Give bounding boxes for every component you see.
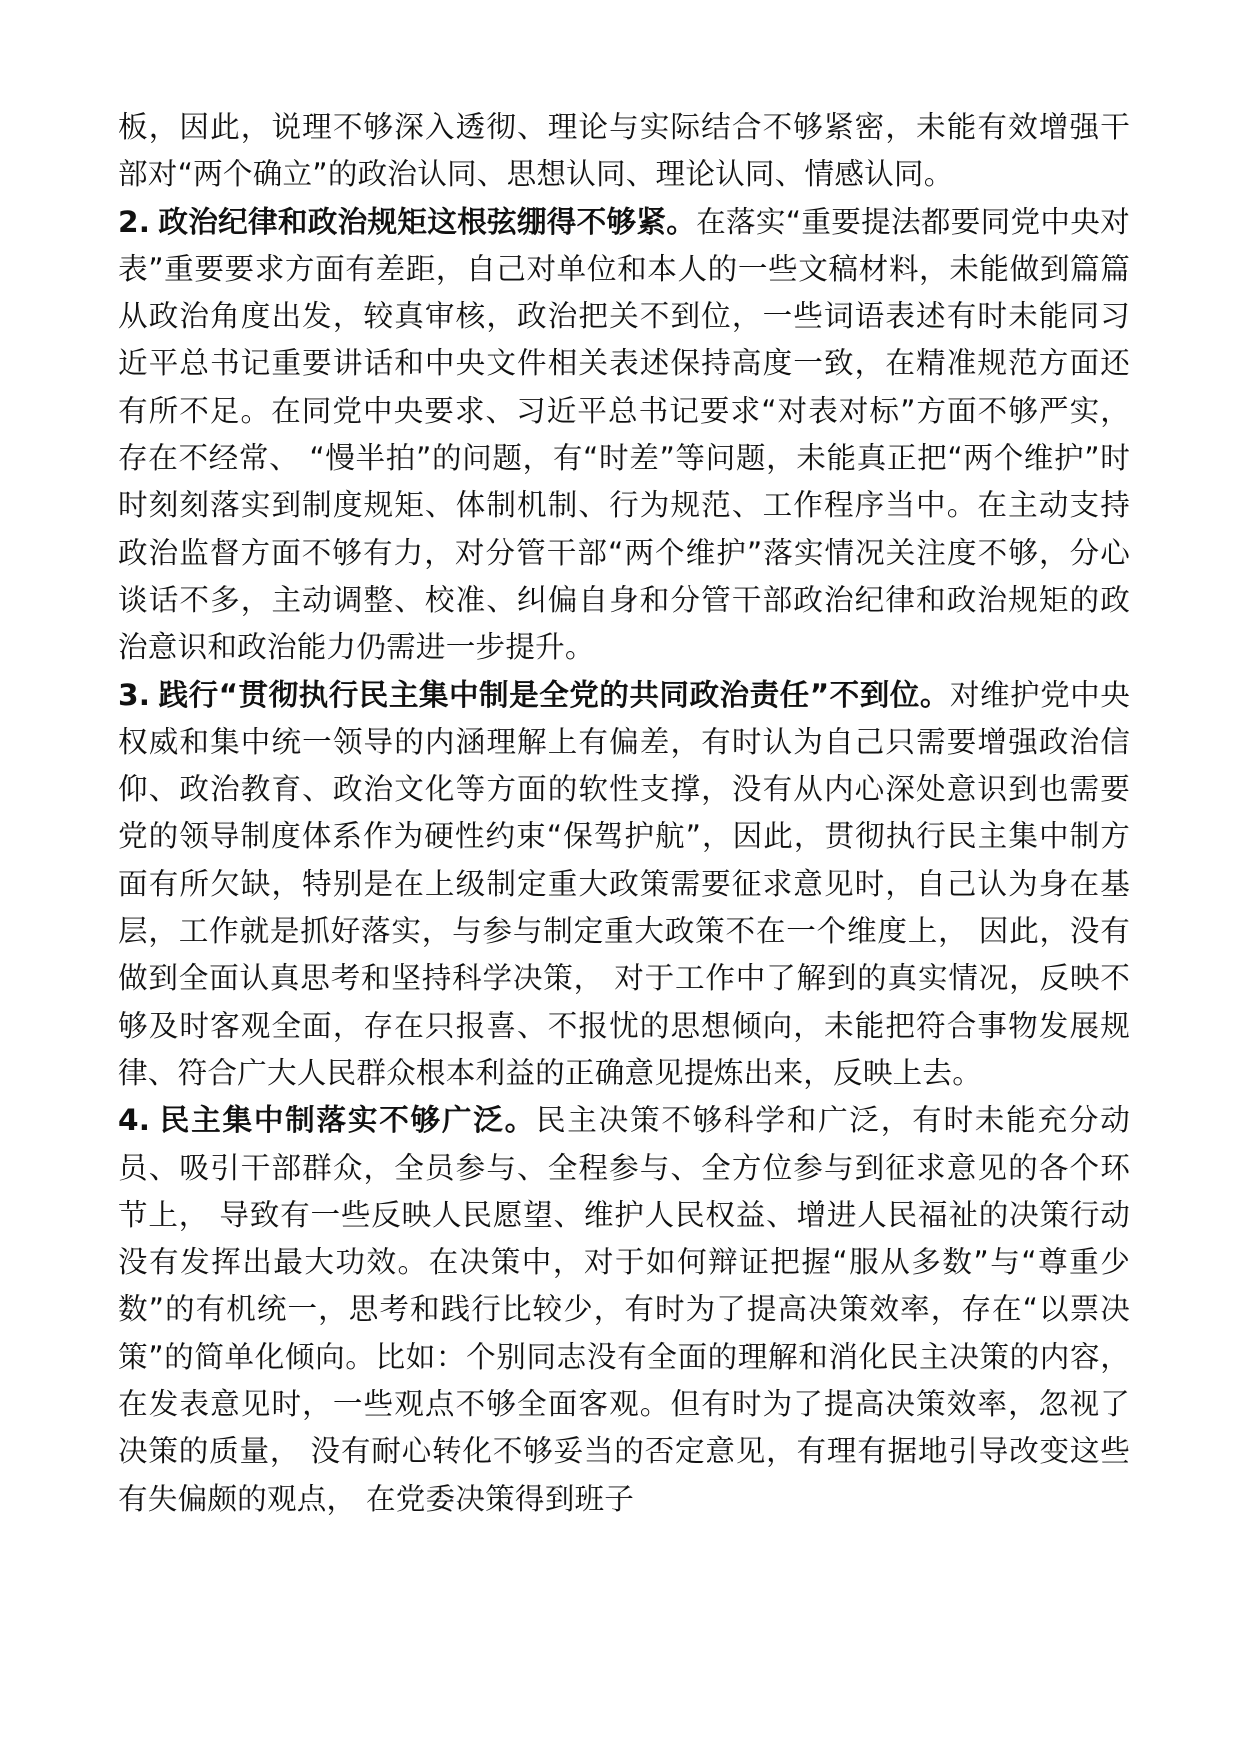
paragraph-2-number: 2. (118, 204, 151, 239)
paragraph-1-body: 板，因此，说理不够深入透彻、理论与实际结合不够紧密，未能有效增强干部对“两个确立”的政治认同、思想认同、理论认同、情感认同。 (118, 110, 1130, 192)
paragraph-2-heading: 政治纪律和政治规矩这根弦绷得不够紧。 (158, 204, 697, 239)
paragraph-4-number: 4. (118, 1103, 151, 1138)
paragraph-2 (118, 199, 1130, 672)
paragraph-2-body: 在落实“重要提法都要同党中央对表”重要要求方面有差距，自己对单位和本人的一些文稿材料，未能做到篇篇从政治角度出发，较真审核，政治把关不到位，一些词语表述有时未能同习近平总书记重要讲话和中央文件相关表述保持高度一致，在精准规范方面还有所不足。在同党中央要求、习近平总书记要求“对表对标”方面不够严实，存在不经常、 “慢半拍”的问题，有“时差”等问题，未能真正把“两个维护”时时刻刻落实到制度规矩、体制机制、行为规范、工作程序当中。在主动支持政治监督方面不够有力，对分管干部“两个维护”落实情况关注度不够，分心谈话不多，主动调整、校准、纠偏自身和分管干部政治纪律和政治规矩的政治意识和政治能力仍需进一步提升。 (118, 204, 1130, 665)
document-body (118, 104, 1130, 1523)
paragraph-1 (118, 104, 1130, 199)
paragraph-3 (118, 672, 1130, 1098)
paragraph-3-body: 对维护党中央权威和集中统一领导的内涵理解上有偏差，有时认为自己只需要增强政治信仰、政治教育、政治文化等方面的软性支撑，没有从内心深处意识到也需要党的领导制度体系作为硬性约束“保驾护航”，因此，贯彻执行民主集中制方面有所欠缺，特别是在上级制定重大政策需要征求意见时，自己认为身在基层，工作就是抓好落实，与参与制定重大政策不在一个维度上， 因此，没有做到全面认真思考和坚持科学决策， 对于工作中了解到的真实情况，反映不够及时客观全面，存在只报喜、不报忧的思想倾向，未能把符合事物发展规律、符合广大人民群众根本利益的正确意见提炼出来，反映上去。 (118, 677, 1130, 1090)
paragraph-4-heading: 民主集中制落实不够广泛。 (158, 1103, 536, 1138)
paragraph-3-number: 3. (118, 677, 151, 712)
paragraph-3-heading: 践行“贯彻执行民主集中制是全党的共同政治责任”不到位。 (158, 677, 950, 712)
paragraph-4-body: 民主决策不够科学和广泛，有时未能充分动员、吸引干部群众，全员参与、全程参与、全方位参与到征求意见的各个环节上， 导致有一些反映人民愿望、维护人民权益、增进人民福祉的决策行动没有发挥出最大功效。在决策中，对于如何辩证把握“服从多数”与“尊重少数”的有机统一，思考和践行比较少，有时为了提高决策效率，存在“以票决策”的简单化倾向。比如：个别同志没有全面的理解和消化民主决策的内容，在发表意见时，一些观点不够全面客观。但有时为了提高决策效率，忽视了决策的质量， 没有耐心转化不够妥当的否定意见，有理有据地引导改变这些有失偏颇的观点， 在党委决策得到班子 (118, 1103, 1130, 1516)
paragraph-4 (118, 1097, 1130, 1523)
